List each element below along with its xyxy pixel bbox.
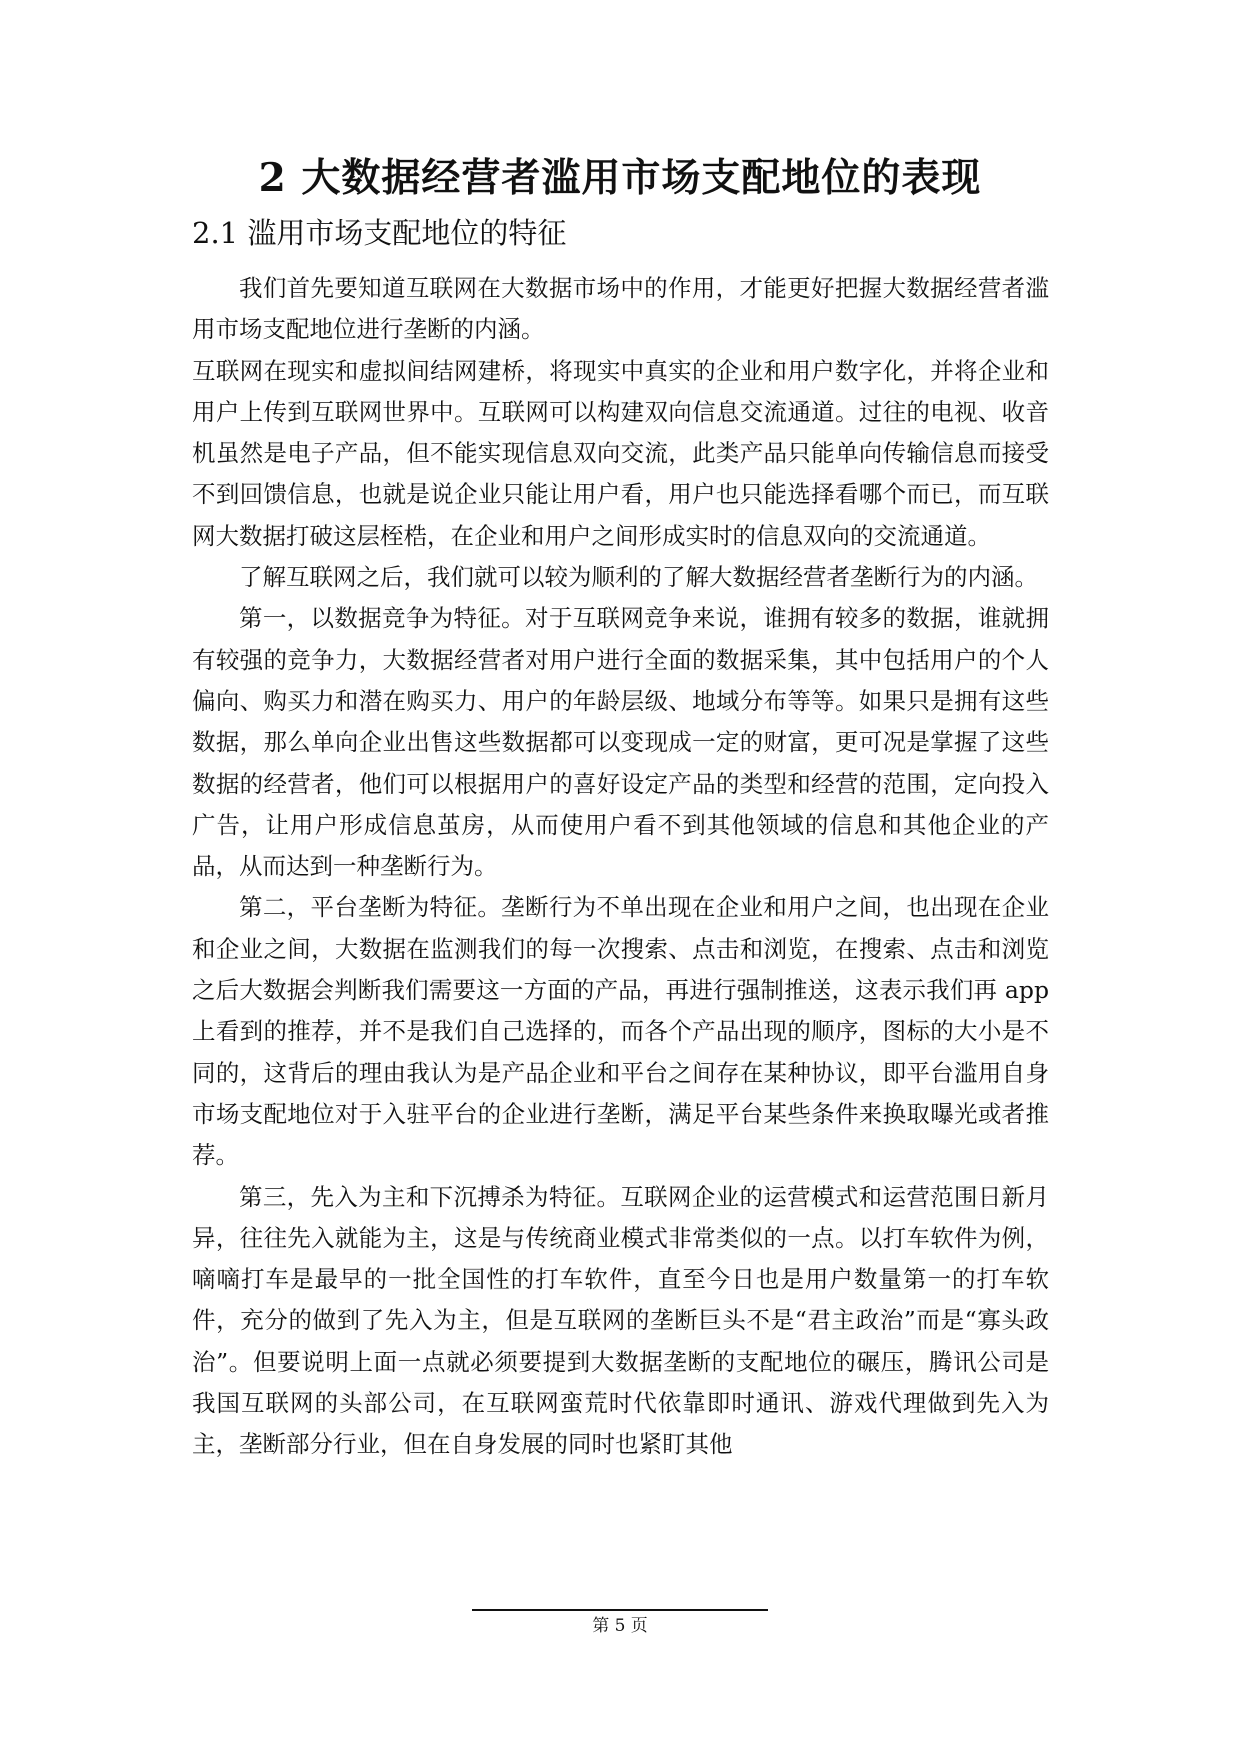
paragraph: 我们首先要知道互联网在大数据市场中的作用，才能更好把握大数据经营者滥用市场支配地位进行垄断的内涵。 bbox=[192, 274, 1049, 344]
paragraph: 了解互联网之后，我们就可以较为顺利的了解大数据经营者垄断行为的内涵。 bbox=[239, 563, 1038, 592]
paragraph: 互联网在现实和虚拟间结网建桥，将现实中真实的企业和用户数字化，并将企业和用户上传到互联网世界中。互联网可以构建双向信息交流通道。过往的电视、收音机虽然是电子产品，但不能实现信息双向交流，此类产品只能单向传输信息而接受不到回馈信息，也就是说企业只能让用户看，用户也只能选择看哪个而已，而互联网大数据打破这层桎梏，在企业和用户之间形成实时的信息双向的交流通道。 bbox=[192, 356, 1049, 550]
paragraph: 第三，先入为主和下沉搏杀为特征。互联网企业的运营模式和运营范围日新月异，往往先入就能为主，这是与传统商业模式非常类似的一点。以打车软件为例，嘀嘀打车是最早的一批全国性的打车软件，直至今日也是用户数量第一的打车软件，充分的做到了先入为主，但是互联网的垄断巨头不是“君主政治”而是“寡头政治”。但要说明上面一点就必须要提到大数据垄断的支配地位的碾压，腾讯公司是我国互联网的头部公司，在互联网蛮荒时代依靠即时通讯、游戏代理做到先入为主，垄断部分行业，但在自身发展的同时也紧盯其他 bbox=[192, 1182, 1049, 1459]
page-number: 第 5 页 bbox=[592, 1616, 648, 1636]
section-heading: 2.1 滥用市场支配地位的特征 bbox=[192, 216, 567, 250]
footer-divider bbox=[472, 1609, 768, 1611]
paragraph: 第一，以数据竞争为特征。对于互联网竞争来说，谁拥有较多的数据，谁就拥有较强的竞争力，大数据经营者对用户进行全面的数据采集，其中包括用户的个人偏向、购买力和潜在购买力、用户的年龄层级、地域分布等等。如果只是拥有这些数据，那么单向企业出售这些数据都可以变现成一定的财富，更可况是掌握了这些数据的经营者，他们可以根据用户的喜好设定产品的类型和经营的范围，定向投入广告，让用户形成信息茧房，从而使用户看不到其他领域的信息和其他企业的产品，从而达到一种垄断行为。 bbox=[192, 604, 1049, 881]
paragraph: 第二，平台垄断为特征。垄断行为不单出现在企业和用户之间，也出现在企业和企业之间，大数据在监测我们的每一次搜索、点击和浏览，在搜索、点击和浏览之后大数据会判断我们需要这一方面的产品，再进行强制推送，这表示我们再 app 上看到的推荐，并不是我们自己选择的，而各个产品出现的顺序，图标的大小是不同的，这背后的理由我认为是产品企业和平台之间存在某种协议，即平台滥用自身市场支配地位对于入驻平台的企业进行垄断，满足平台某些条件来换取曝光或者推荐。 bbox=[192, 893, 1049, 1170]
body-text bbox=[192, 268, 1049, 1466]
chapter-title: 2 大数据经营者滥用市场支配地位的表现 bbox=[258, 155, 982, 201]
